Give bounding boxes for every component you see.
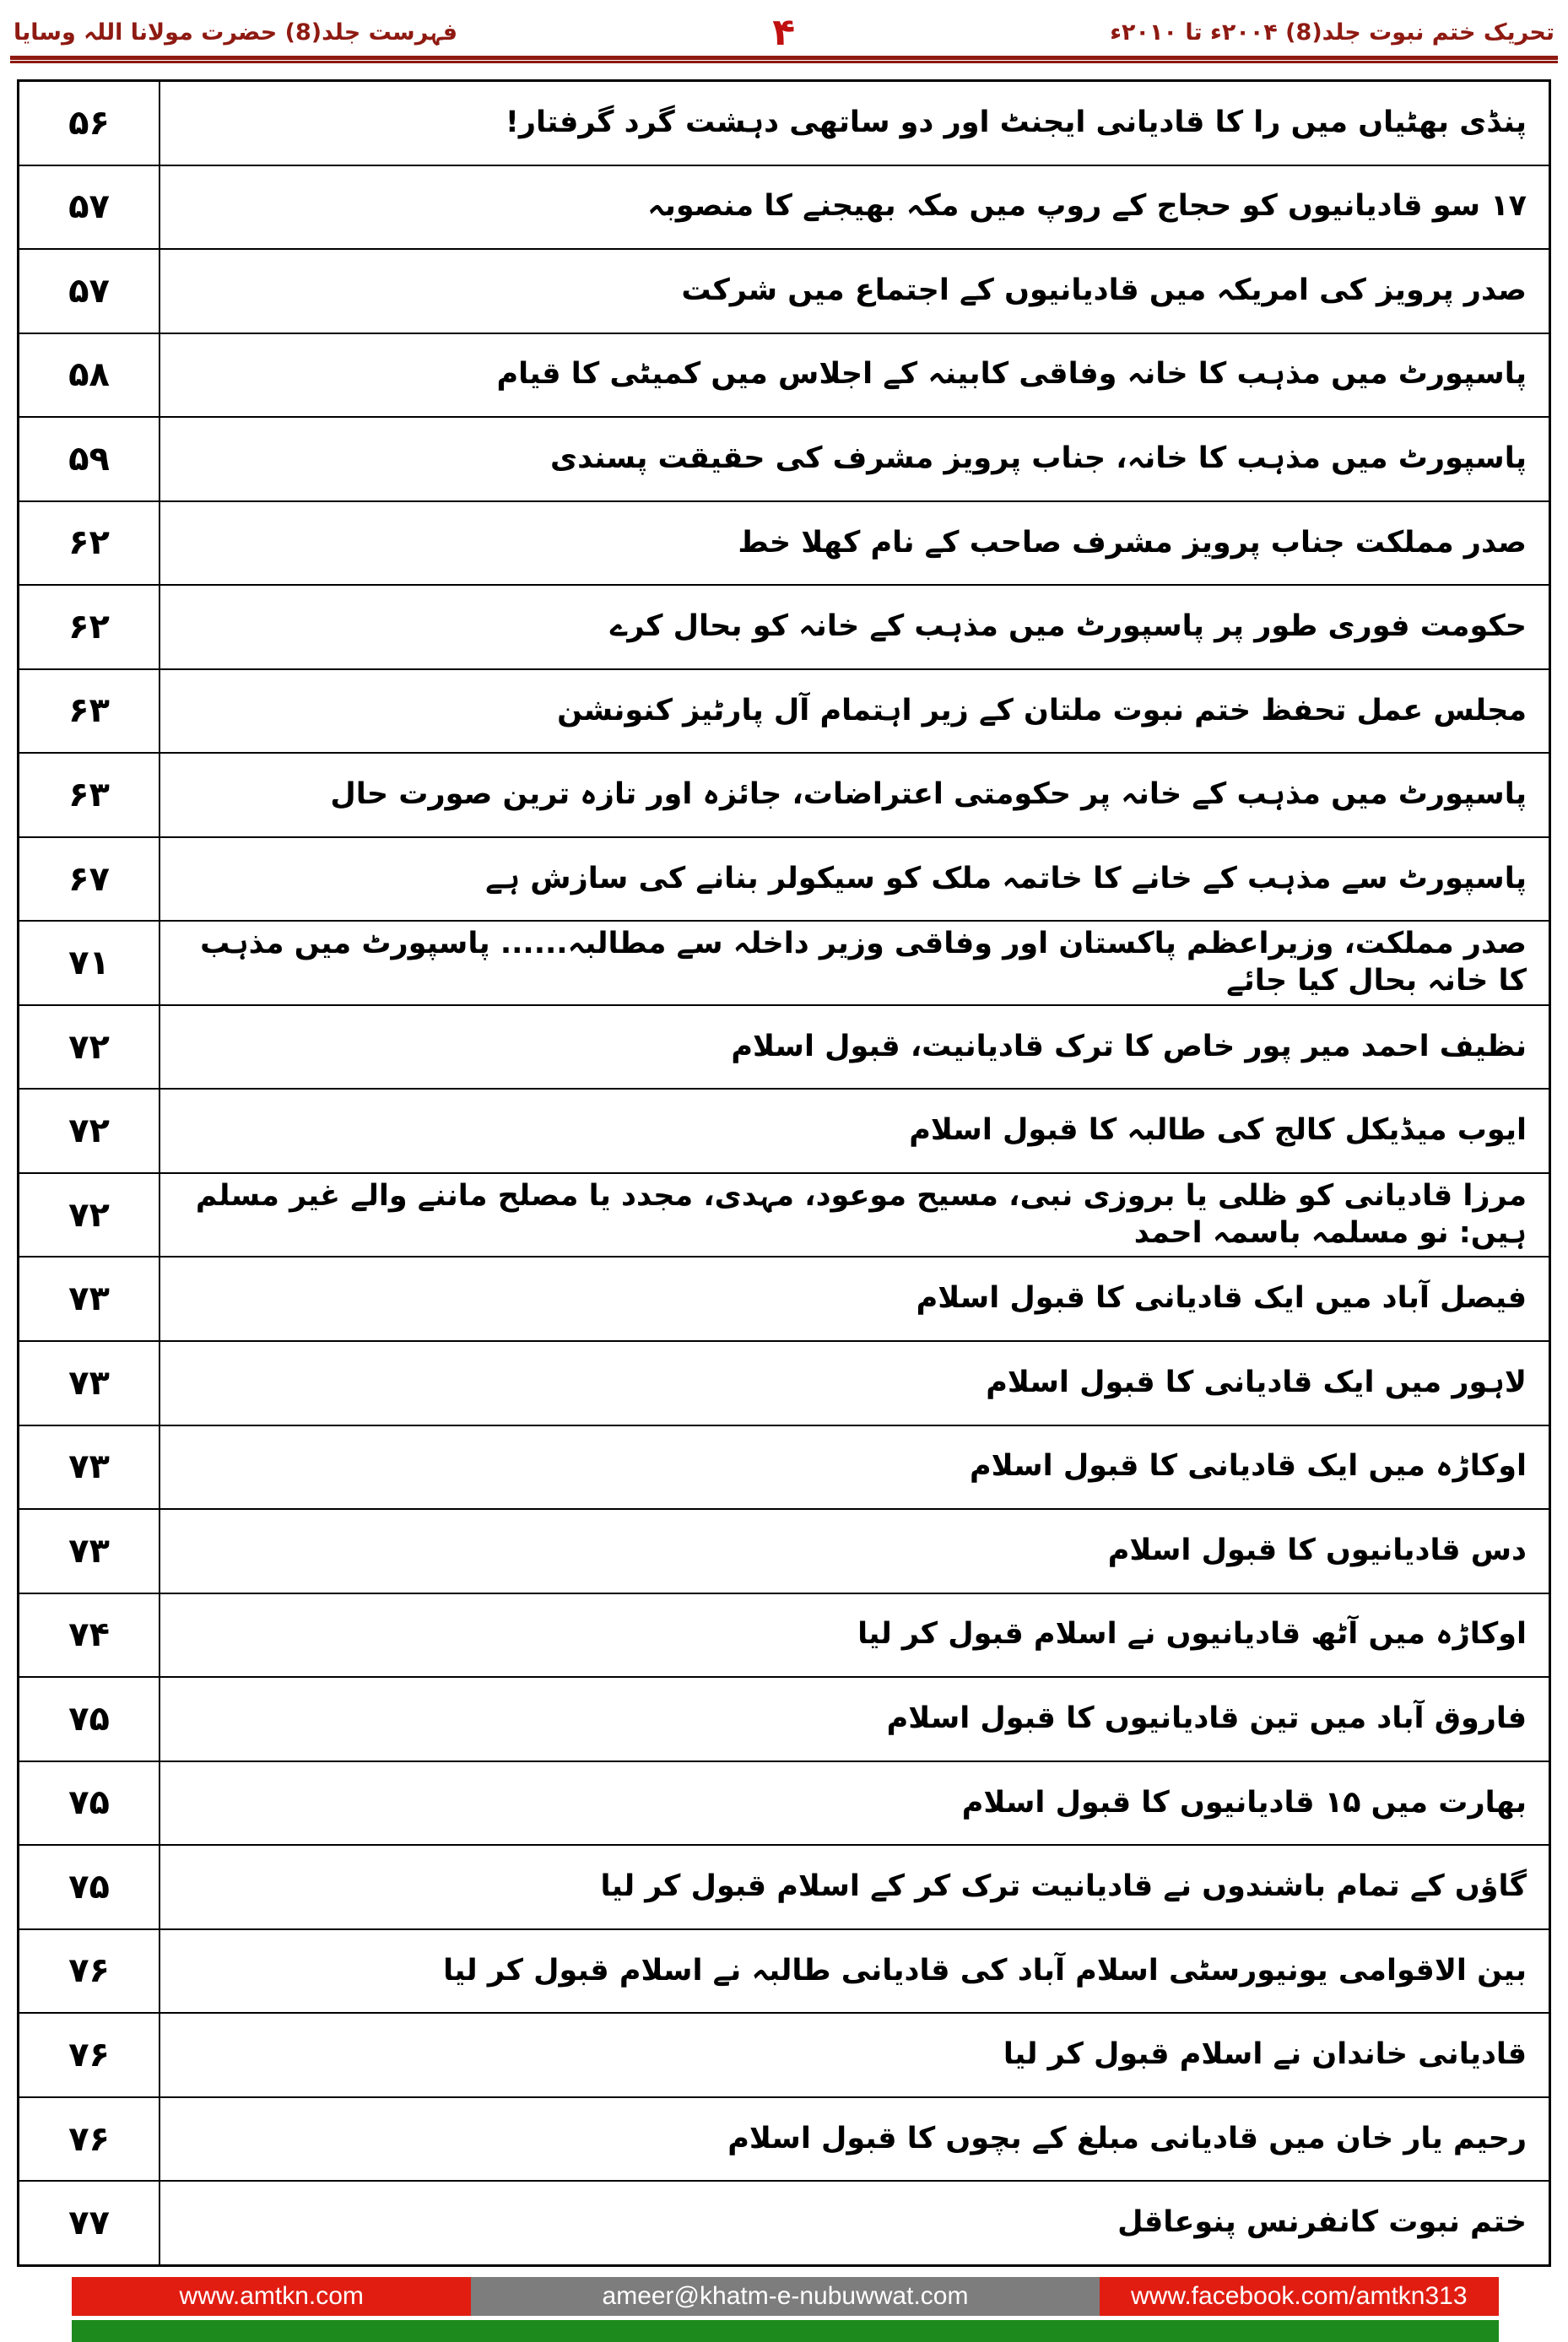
row-page-number: ۶۲: [19, 502, 160, 585]
footer-email-link[interactable]: ameer@khatm-e-nubuwwat.com: [471, 2277, 1099, 2316]
row-page-number: ۷۳: [19, 1342, 160, 1425]
row-page-number: ۶۷: [19, 838, 160, 921]
row-page-number: ۵۷: [19, 250, 160, 333]
row-page-number: ۷۵: [19, 1846, 160, 1928]
page-footer: [72, 2277, 1499, 2342]
header-double-rule: [10, 56, 1558, 63]
row-title: نظیف احمد میر پور خاص کا ترک قادیانیت، قبول اسلام: [731, 1029, 1527, 1063]
row-page-number: ۷۶: [19, 2014, 160, 2096]
table-row: [19, 1006, 1549, 1090]
row-title: مرزا قادیانی کو ظلی یا بروزی نبی، مسیح موعود، مہدی، مجدد یا مصلح ماننے والے غیر مسلم ہیں: نو مسلمہ باسمہ احمد: [195, 1178, 1527, 1250]
row-title: حکومت فوری طور پر پاسپورٹ میں مذہب کے خانہ کو بحال کرے: [609, 609, 1527, 644]
row-title: ایوب میڈیکل کالج کی طالبہ کا قبول اسلام: [909, 1113, 1527, 1148]
toc-table: [17, 79, 1551, 2267]
row-title: پاسپورٹ سے مذہب کے خانے کا خاتمہ ملک کو سیکولر بنانے کی سازش ہے: [485, 861, 1527, 895]
row-title: ختم نبوت کانفرنس پنوعاقل: [1117, 2205, 1527, 2240]
table-row: [19, 1174, 1549, 1258]
header-left-title: فہرست جلد(8) حضرت مولانا اللہ وسایا: [14, 19, 457, 46]
table-row: [19, 82, 1549, 166]
table-row: [19, 754, 1549, 838]
table-row: [19, 670, 1549, 755]
row-title: صدر مملکت، وزیراعظم پاکستان اور وفاقی وزیر داخلہ سے مطالبہ...... پاسپورٹ میں مذہب کا خانہ بحال کیا جائے: [200, 927, 1527, 998]
table-row: [19, 1846, 1549, 1930]
row-page-number: ۵۹: [19, 418, 160, 500]
row-page-number: ۷۳: [19, 1258, 160, 1340]
table-row: [19, 2182, 1549, 2264]
row-page-number: ۵۶: [19, 82, 160, 165]
row-page-number: ۷۴: [19, 1594, 160, 1677]
row-page-number: ۷۷: [19, 2182, 160, 2264]
row-title: لاہور میں ایک قادیانی کا قبول اسلام: [986, 1365, 1527, 1399]
table-row: [19, 1342, 1549, 1426]
table-row: [19, 2098, 1549, 2182]
row-page-number: ۷۶: [19, 2098, 160, 2181]
table-row: [19, 334, 1549, 419]
row-title: پاسپورٹ میں مذہب کا خانہ وفاقی کابینہ کے اجلاس میں کمیٹی کا قیام: [496, 357, 1527, 392]
row-page-number: ۵۸: [19, 334, 160, 417]
table-row: [19, 1090, 1549, 1174]
page-header: [14, 10, 1554, 54]
footer-bar: [72, 2277, 1499, 2316]
row-page-number: ۷۶: [19, 1930, 160, 2013]
row-title: رحیم یار خان میں قادیانی مبلغ کے بچوں کا قبول اسلام: [727, 2121, 1527, 2155]
row-page-number: ۶۳: [19, 670, 160, 753]
table-row: [19, 1510, 1549, 1594]
table-row: [19, 1258, 1549, 1342]
row-title: دس قادیانیوں کا قبول اسلام: [1107, 1533, 1527, 1567]
table-row: [19, 166, 1549, 251]
row-page-number: ۷۵: [19, 1762, 160, 1845]
row-page-number: ۵۷: [19, 166, 160, 249]
row-page-number: ۷۲: [19, 1090, 160, 1172]
row-page-number: ۶۲: [19, 586, 160, 668]
row-title: مجلس عمل تحفظ ختم نبوت ملتان کے زیر اہتمام آل پارٹیز کنونشن: [557, 693, 1527, 727]
row-title: قادیانی خاندان نے اسلام قبول کر لیا: [1003, 2037, 1527, 2072]
footer-website-link[interactable]: www.amtkn.com: [72, 2277, 471, 2316]
row-title: بھارت میں ۱۵ قادیانیوں کا قبول اسلام: [961, 1785, 1527, 1820]
row-title: اوکاڑہ میں ایک قادیانی کا قبول اسلام: [970, 1449, 1527, 1484]
row-page-number: ۷۳: [19, 1426, 160, 1509]
table-row: [19, 1678, 1549, 1762]
row-title: پاسپورٹ میں مذہب کے خانہ پر حکومتی اعتراضات، جائزہ اور تازہ ترین صورت حال: [330, 777, 1527, 812]
row-title: فاروق آباد میں تین قادیانیوں کا قبول اسلام: [886, 1701, 1527, 1735]
table-row: [19, 1930, 1549, 2015]
table-row: [19, 250, 1549, 334]
row-title: پنڈی بھٹیاں میں را کا قادیانی ایجنٹ اور دو ساتھی دہشت گرد گرفتار!: [505, 105, 1527, 139]
table-row: [19, 1426, 1549, 1511]
header-right-title: تحریک ختم نبوت جلد(8) ۲۰۰۴ء تا ۲۰۱۰ء: [1110, 19, 1554, 46]
table-row: [19, 838, 1549, 922]
footer-facebook-link[interactable]: www.facebook.com/amtkn313: [1100, 2277, 1499, 2316]
table-row: [19, 2014, 1549, 2098]
row-page-number: ۷۵: [19, 1678, 160, 1761]
row-title: گاؤں کے تمام باشندوں نے قادیانیت ترک کر کے اسلام قبول کر لیا: [600, 1869, 1527, 1904]
row-title: ۱۷ سو قادیانیوں کو حجاج کے روپ میں مکہ بھیجنے کا منصوبہ: [647, 189, 1527, 224]
page-number: ۴: [772, 10, 796, 54]
footer-green-bar: [72, 2320, 1499, 2342]
row-title: اوکاڑہ میں آٹھ قادیانیوں نے اسلام قبول کر لیا: [857, 1617, 1527, 1652]
row-title: صدر مملکت جناب پرویز مشرف صاحب کے نام کھلا خط: [738, 525, 1527, 560]
table-row: [19, 922, 1549, 1006]
table-row: [19, 586, 1549, 670]
row-page-number: ۷۱: [19, 922, 160, 1004]
row-page-number: ۷۲: [19, 1174, 160, 1257]
row-title: پاسپورٹ میں مذہب کا خانہ، جناب پرویز مشرف کی حقیقت پسندی: [550, 441, 1527, 476]
row-title: صدر پرویز کی امریکہ میں قادیانیوں کے اجتماع میں شرکت: [681, 273, 1527, 307]
table-row: [19, 502, 1549, 587]
table-row: [19, 418, 1549, 502]
table-row: [19, 1762, 1549, 1847]
table-row: [19, 1594, 1549, 1679]
row-page-number: ۶۳: [19, 754, 160, 836]
row-page-number: ۷۲: [19, 1006, 160, 1089]
row-title: بین الاقوامی یونیورسٹی اسلام آباد کی قادیانی طالبہ نے اسلام قبول کر لیا: [443, 1953, 1527, 1988]
row-page-number: ۷۳: [19, 1510, 160, 1593]
row-title: فیصل آباد میں ایک قادیانی کا قبول اسلام: [916, 1281, 1527, 1316]
